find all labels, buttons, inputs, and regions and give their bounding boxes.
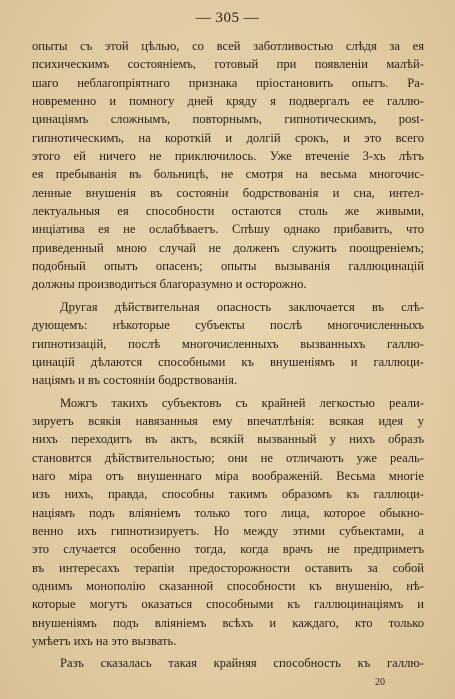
text-line: становится дѣйствительностью; они не отличаютъ уже реаль- bbox=[32, 450, 424, 465]
text-line: лектуальныя ея способности остаются столь же живыми, bbox=[32, 204, 424, 219]
text-line: умѣетъ ихъ на это вызвать. bbox=[32, 634, 177, 648]
text-line: гипнотическимъ, на короткій и долгій срокъ, и это всего bbox=[32, 130, 424, 145]
text-line: въ интересахъ терапіи предосторожности оставить за собой bbox=[32, 560, 424, 575]
text-line: приведенный мною случай не долженъ служить поощреніемъ; bbox=[32, 240, 424, 255]
text-line: опыты съ этой цѣлью, со всей заботливостью слѣдя за ея bbox=[32, 39, 424, 53]
signature-mark: 20 bbox=[375, 677, 385, 688]
page-number: — 305 — bbox=[195, 10, 260, 26]
text-line: которые могутъ оказаться способными къ галлюцинаціямъ и bbox=[32, 597, 424, 612]
text-line: Можгъ такихъ субъектовъ съ крайней легкостью реали- bbox=[60, 395, 424, 410]
text-line: наго міра отъ внушеннаго міра воображеній. Весьма многіе bbox=[32, 468, 424, 483]
text-line: венно ихъ гипнотизируетъ. Но между этими субъектами, а bbox=[32, 523, 424, 538]
text-line: новременно и помногу дней кряду я подвергалъ ее галлю- bbox=[32, 94, 424, 109]
text-line: гипнотизацій, послѣ многочисленныхъ вызванныхъ галлю- bbox=[32, 336, 424, 351]
text-line: инціатива ея не ослабѣваетъ. Спѣшу однако прибавить, что bbox=[32, 222, 424, 237]
text-line: Другая дѣйствительная опасность заключается въ слѣ- bbox=[60, 299, 424, 314]
text-line: націямъ и въ состояніи бодрствованія. bbox=[32, 373, 238, 388]
text-line: этого ей ничего не приключилось. Уже втеченіе 3-хъ лѣтъ bbox=[32, 149, 424, 164]
paragraph bbox=[32, 298, 424, 390]
text-line: это случается особенно тогда, когда врачъ не предприметъ bbox=[32, 542, 424, 557]
text-line: цинаціямъ сложнымъ, повторнымъ, гипнотическимъ, post- bbox=[32, 112, 424, 127]
text-line: изъ нихъ, правда, способны такимъ образомъ къ галлюци- bbox=[32, 487, 424, 502]
text-line: націямъ подъ вліяніемъ только того лица, которое обыкно- bbox=[32, 505, 424, 520]
text-line: однимъ монополію сказанной способности къ внушенію, нѣ- bbox=[32, 578, 424, 593]
paragraph bbox=[32, 37, 424, 294]
text-line: подобный опытъ опасенъ; опыты вызыванія галлюцинацій bbox=[32, 259, 424, 274]
text-line: цинацій дѣлаются способными къ внушеніямъ и галлюци- bbox=[32, 354, 424, 369]
paragraph bbox=[32, 394, 424, 651]
text-line: должны производиться благоразумно и осторожно. bbox=[32, 277, 307, 292]
text-line: внушеніямъ подъ вліяніемъ всѣхъ и каждаго, кто только bbox=[32, 615, 424, 630]
text-line: дующемъ: нѣкоторые субъекты послѣ многочисленныхъ bbox=[32, 318, 424, 333]
text-line: шаго неблагопріятнаго признака пріостановить опытъ. Ра- bbox=[32, 75, 424, 90]
text-line: ленные внушенія въ состояніи бодрствованія и сна, интел- bbox=[32, 185, 424, 200]
text-line: нихъ переходитъ въ актъ, всякій вызванный у нихъ образъ bbox=[32, 432, 424, 447]
body-text bbox=[32, 37, 424, 673]
paragraph bbox=[32, 654, 424, 672]
text-line: ея пребыванія въ больницѣ, не смотря на весьма многочис- bbox=[32, 167, 424, 182]
text-line: зируетъ всякія навязанныя ему впечатлѣнія: всякая идея у bbox=[32, 413, 424, 428]
text-line: Разъ сказалась такая крайняя способность къ галлю- bbox=[60, 656, 424, 671]
text-line: психическимъ состояніемъ, готовый при появленіи малѣй- bbox=[32, 57, 424, 72]
